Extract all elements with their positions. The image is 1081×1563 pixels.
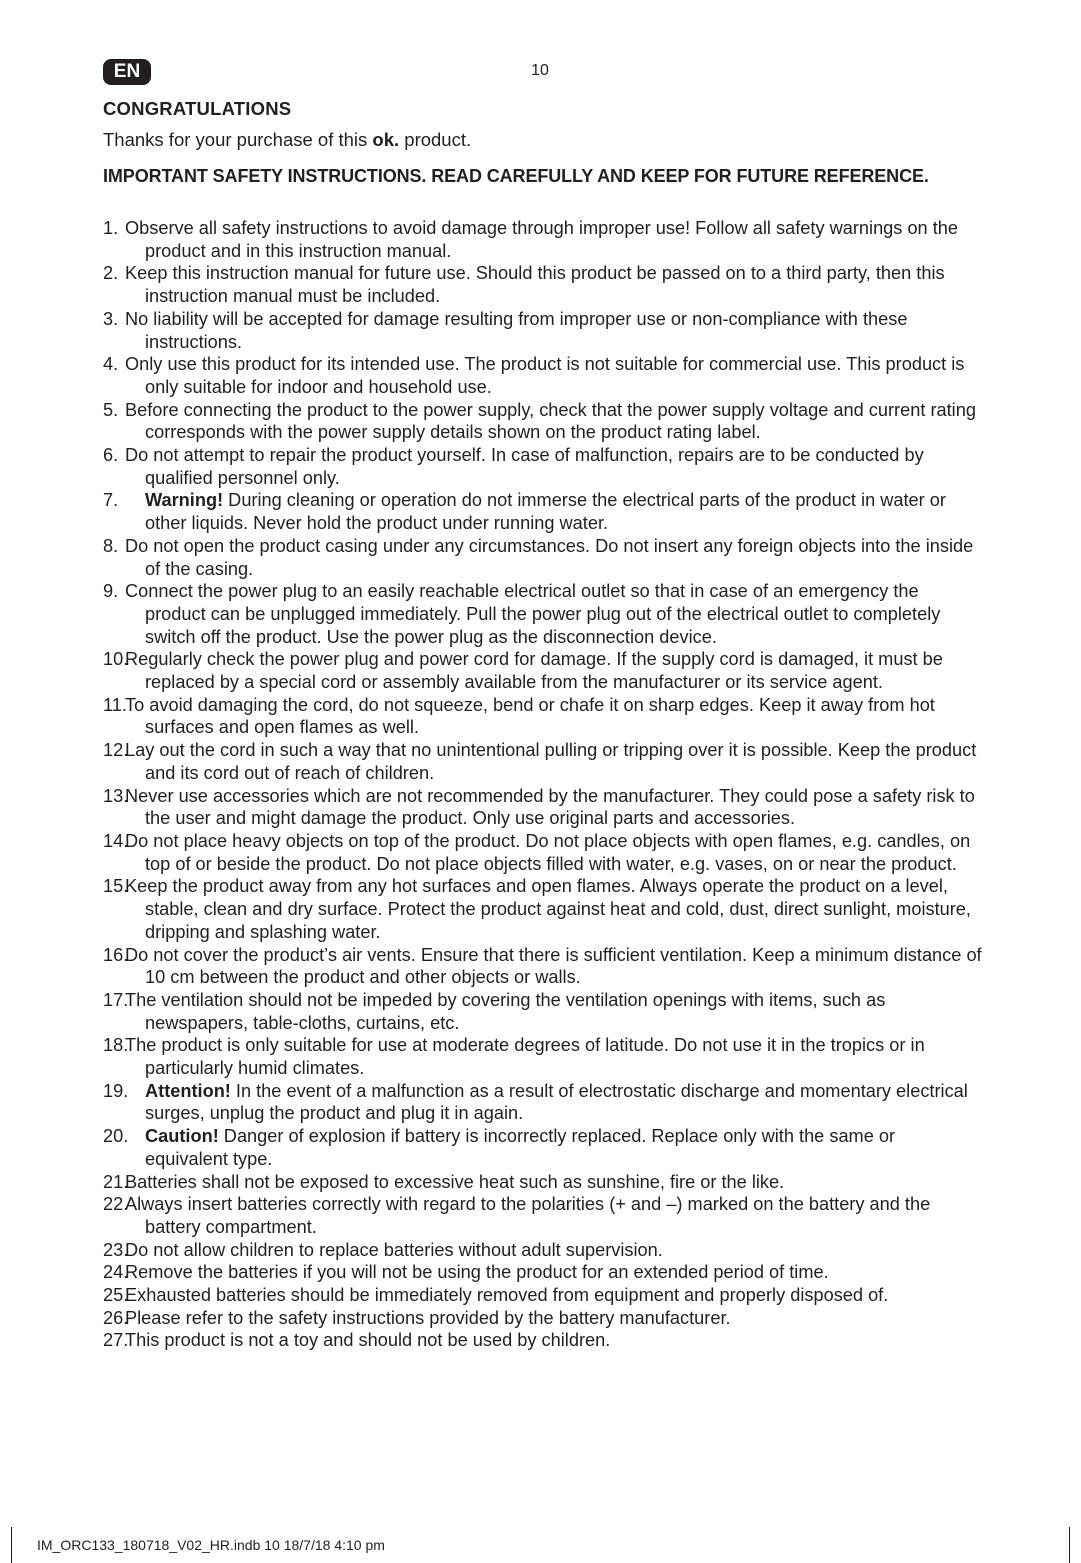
instruction-number: 3. bbox=[103, 308, 119, 329]
instruction-text: In the event of a malfunction as a result of electrostatic discharge and momentary electrical surges, unplug the product and plug it in again. bbox=[145, 1080, 968, 1124]
instruction-item bbox=[103, 739, 983, 784]
instruction-text: Connect the power plug to an easily reachable electrical outlet so that in case of an emergency the product can be unplugged immediately. Pull the power plug out of the electrical outlet to completely switch off the product. Use the power plug as the disconnection device. bbox=[125, 581, 941, 647]
instruction-number: 27. bbox=[103, 1330, 129, 1351]
instruction-item bbox=[103, 1239, 983, 1262]
instruction-item bbox=[103, 785, 983, 830]
instruction-number: 11. bbox=[103, 694, 127, 715]
instruction-text: Danger of explosion if battery is incorrectly replaced. Replace only with the same or equivalent type. bbox=[145, 1126, 896, 1169]
instruction-text: Do not attempt to repair the product yourself. In case of malfunction, repairs are to be conducted by qualified personnel only. bbox=[125, 445, 924, 488]
instruction-number: 22. bbox=[103, 1194, 129, 1215]
instruction-number: 18. bbox=[103, 1035, 129, 1056]
instruction-number: 7. bbox=[103, 490, 119, 511]
instruction-number: 21. bbox=[103, 1171, 129, 1192]
instruction-number: 13. bbox=[103, 785, 129, 806]
instruction-text: Never use accessories which are not recommended by the manufacturer. They could pose a safety risk to the user and might damage the product. Only use original parts and accessories. bbox=[125, 785, 975, 829]
instruction-text: Do not cover the product’s air vents. Ensure that there is sufficient ventilation. Keep a minimum distance of 10 cm between the product and other objects or walls. bbox=[125, 944, 982, 988]
instruction-keyword: Warning! bbox=[145, 490, 224, 511]
language-badge: EN bbox=[103, 59, 151, 85]
instruction-text: No liability will be accepted for damage resulting from improper use or non-compliance with these instructions. bbox=[125, 308, 908, 352]
crop-mark-left bbox=[11, 1527, 12, 1563]
instruction-text: Do not place heavy objects on top of the product. Do not place objects with open flames, e.g. candles, on top of or beside the product. Do not place objects filled with water, e.g. vases, on or near the product. bbox=[125, 830, 971, 874]
instruction-item bbox=[103, 1261, 983, 1284]
instruction-item bbox=[103, 1125, 983, 1170]
instruction-item bbox=[103, 830, 983, 875]
instruction-item bbox=[103, 1284, 983, 1307]
instruction-item bbox=[103, 353, 983, 398]
page-title: CONGRATULATIONS bbox=[103, 98, 292, 119]
safety-instructions-title: IMPORTANT SAFETY INSTRUCTIONS. READ CAREFULLY AND KEEP FOR FUTURE REFERENCE. bbox=[103, 166, 929, 186]
crop-mark-right bbox=[1069, 1527, 1070, 1563]
brand-name: ok. bbox=[372, 129, 400, 150]
instruction-item bbox=[103, 217, 983, 262]
instruction-text: Do not open the product casing under any circumstances. Do not insert any foreign objects into the inside of the casing. bbox=[125, 535, 974, 579]
instruction-text: This product is not a toy and should not be used by children. bbox=[125, 1330, 611, 1351]
instruction-item bbox=[103, 1193, 983, 1238]
instruction-number: 2. bbox=[103, 263, 119, 284]
instruction-item bbox=[103, 262, 983, 307]
instruction-number: 19. bbox=[103, 1080, 129, 1101]
instruction-text: Do not allow children to replace batteries without adult supervision. bbox=[125, 1239, 663, 1260]
instruction-number: 6. bbox=[103, 445, 119, 466]
thanks-line bbox=[103, 129, 471, 151]
instruction-keyword: Attention! bbox=[145, 1080, 231, 1101]
instruction-number: 10. bbox=[103, 649, 129, 670]
instruction-item bbox=[103, 1080, 983, 1125]
instruction-item bbox=[103, 1171, 983, 1194]
instruction-text: Regularly check the power plug and power cord for damage. If the supply cord is damaged, it must be replaced by a special cord or assembly available from the manufacturer or its service agent. bbox=[125, 649, 943, 693]
instruction-text: Remove the batteries if you will not be using the product for an extended period of time. bbox=[125, 1262, 829, 1283]
instruction-number: 15. bbox=[103, 876, 129, 897]
instruction-text: Only use this product for its intended use. The product is not suitable for commercial use. This product is only suitable for indoor and household use. bbox=[125, 354, 965, 397]
safety-instructions-list bbox=[103, 217, 983, 1352]
instruction-text: Before connecting the product to the power supply, check that the power supply voltage and current rating corresponds with the power supply details shown on the product rating label. bbox=[125, 399, 976, 443]
page-number: 10 bbox=[531, 62, 549, 79]
instruction-item bbox=[103, 989, 983, 1034]
instruction-item bbox=[103, 444, 983, 489]
thanks-after: product. bbox=[399, 129, 472, 150]
instruction-text: Lay out the cord in such a way that no unintentional pulling or tripping over it is possible. Keep the product and its cord out of reach of children. bbox=[125, 740, 977, 783]
instruction-text: Keep this instruction manual for future use. Should this product be passed on to a third party, then this instruction manual must be included. bbox=[125, 263, 945, 307]
instruction-number: 14. bbox=[103, 830, 129, 851]
instruction-item bbox=[103, 944, 983, 989]
instruction-item bbox=[103, 489, 983, 534]
instruction-keyword: Caution! bbox=[145, 1126, 219, 1147]
instruction-number: 4. bbox=[103, 354, 119, 375]
instruction-item bbox=[103, 580, 983, 648]
thanks-before: Thanks for your purchase of this bbox=[103, 129, 373, 150]
instruction-item bbox=[103, 648, 983, 693]
instruction-number: 8. bbox=[103, 535, 119, 556]
instruction-text: Keep the product away from any hot surfaces and open flames. Always operate the product on a level, stable, clean and dry surface. Protect the product against heat and cold, dust, direct sunlight, moisture, dripping and splashing water. bbox=[125, 876, 971, 942]
instruction-number: 23. bbox=[103, 1239, 129, 1260]
instruction-item bbox=[103, 308, 983, 353]
instruction-text: The product is only suitable for use at moderate degrees of latitude. Do not use it in the tropics or in particularly humid climates. bbox=[125, 1035, 925, 1079]
instruction-number: 16. bbox=[103, 944, 129, 965]
instruction-number: 12. bbox=[103, 740, 129, 761]
instruction-text: The ventilation should not be impeded by covering the ventilation openings with items, such as newspapers, table-cloths, curtains, etc. bbox=[125, 989, 886, 1033]
instruction-number: 20. bbox=[103, 1126, 129, 1147]
instruction-number: 17. bbox=[103, 989, 129, 1010]
instruction-text: Always insert batteries correctly with regard to the polarities (+ and –) marked on the battery and the battery compartment. bbox=[125, 1194, 931, 1237]
instruction-item bbox=[103, 694, 983, 739]
print-slug: IM_ORC133_180718_V02_HR.indb 10 18/7/18 4:10 pm bbox=[37, 1537, 385, 1553]
instruction-text: Observe all safety instructions to avoid damage through improper use! Follow all safety warnings on the product and in this instruction manual. bbox=[125, 218, 959, 261]
instruction-text: During cleaning or operation do not immerse the electrical parts of the product in water or other liquids. Never hold the product under running water. bbox=[145, 490, 946, 534]
instruction-item bbox=[103, 535, 983, 580]
instruction-number: 24. bbox=[103, 1262, 129, 1283]
instruction-number: 25. bbox=[103, 1285, 129, 1306]
instruction-item bbox=[103, 875, 983, 943]
instruction-item bbox=[103, 1329, 983, 1352]
instruction-number: 5. bbox=[103, 399, 119, 420]
instruction-number: 9. bbox=[103, 581, 119, 602]
instruction-item bbox=[103, 1034, 983, 1079]
instruction-number: 26. bbox=[103, 1307, 129, 1328]
instruction-number: 1. bbox=[103, 218, 119, 238]
instruction-text: Exhausted batteries should be immediately removed from equipment and properly disposed of. bbox=[125, 1285, 889, 1306]
instruction-item bbox=[103, 399, 983, 444]
instruction-item bbox=[103, 1307, 983, 1330]
instruction-text: Batteries shall not be exposed to excessive heat such as sunshine, fire or the like. bbox=[125, 1171, 785, 1192]
instruction-text: To avoid damaging the cord, do not squeeze, bend or chafe it on sharp edges. Keep it away from hot surfaces and open flames as well. bbox=[125, 694, 935, 738]
instruction-text: Please refer to the safety instructions provided by the battery manufacturer. bbox=[125, 1307, 731, 1328]
